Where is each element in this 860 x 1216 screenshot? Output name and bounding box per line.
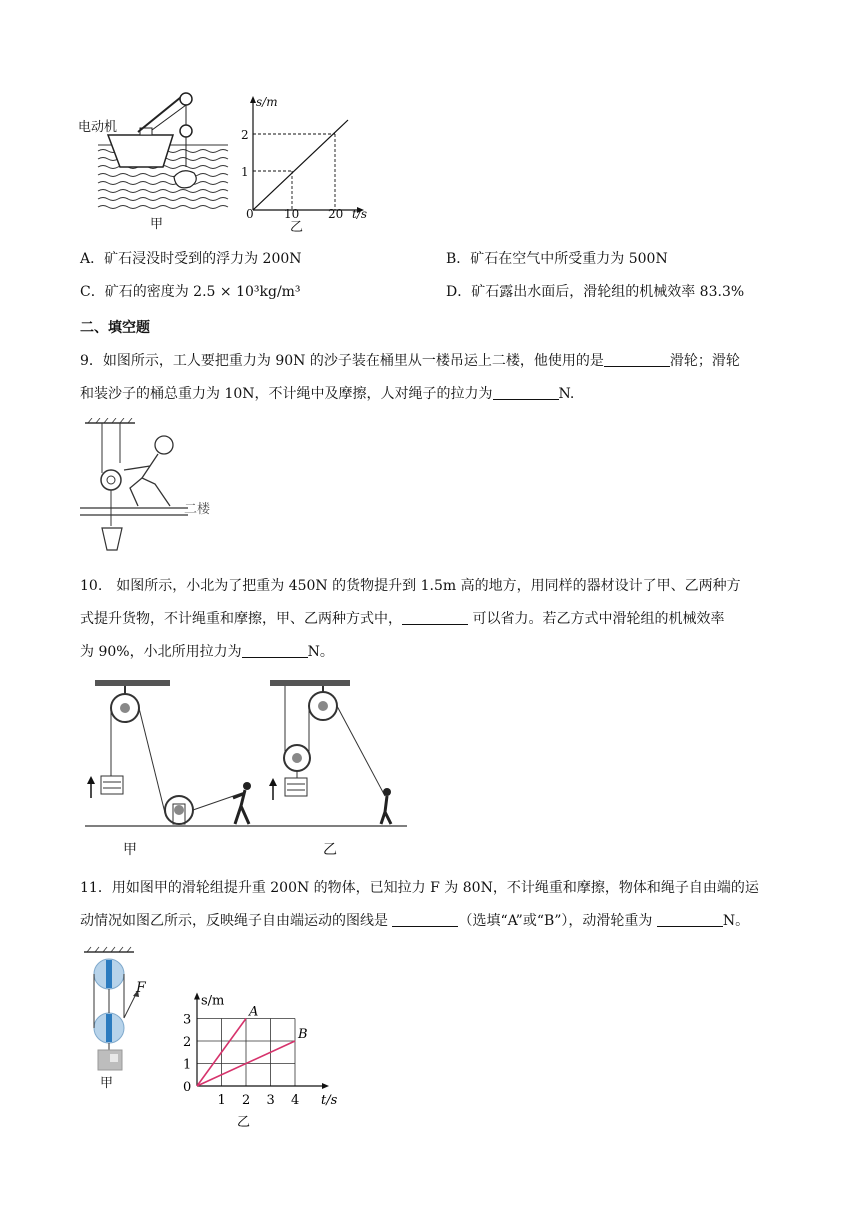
top-graph-ylabel: s/m	[256, 95, 278, 109]
q10-caption-yi: 乙	[323, 842, 337, 858]
q10-line2-a: 式提升货物，不计绳重和摩擦，甲、乙两种方式中，	[80, 611, 402, 627]
top-graph-x-tick-20: 20	[328, 207, 344, 221]
q9-line1-b: 滑轮；滑轮	[669, 353, 740, 369]
x-tick-label-1: 2	[242, 1093, 251, 1108]
q10-blank-1[interactable]	[402, 608, 468, 625]
q11-line2-c: N。	[722, 913, 750, 929]
x-axis-label: t/s	[321, 1093, 338, 1108]
y-tick-label-2: 3	[183, 1012, 192, 1028]
top-graph-xlabel: t/s	[352, 207, 368, 221]
q11-line2-a: 动情况如图乙所示，反映绳子自由端运动的图线是	[80, 913, 393, 929]
q11-figure-left	[84, 946, 164, 1091]
section-title: 二、填空题	[80, 320, 150, 336]
q11-blank-1[interactable]	[392, 910, 458, 927]
y-tick-label-1: 2	[183, 1035, 192, 1050]
floor-label: 二楼	[184, 502, 211, 517]
s-t-chart	[175, 980, 355, 1130]
q8-option-b: B．矿石在空气中所受重力为 500N	[446, 251, 668, 267]
q8-option-c-math: 2.5 × 10³kg/m³	[193, 284, 301, 300]
q11-text	[80, 872, 790, 938]
top-figure-left	[78, 85, 238, 235]
x-tick-label-2: 3	[266, 1093, 275, 1108]
top-figure-graph	[240, 92, 380, 235]
q11-blank-2[interactable]	[657, 910, 723, 927]
q10-line2-b: 可以省力。若乙方式中滑轮组的机械效率	[468, 611, 725, 627]
x-tick-label-3: 4	[291, 1093, 300, 1108]
q11-chart	[175, 980, 355, 1130]
top-graph-y-tick-2: 2	[241, 128, 249, 142]
q8-option-c	[80, 282, 301, 302]
worker-pulley-diagram	[80, 418, 230, 558]
q8-option-a: A．矿石浸没时受到的浮力为 200N	[80, 251, 302, 267]
top-graph-x-tick-10: 10	[284, 207, 300, 221]
q11-force-label: F	[136, 980, 146, 996]
pulley-block-diagram	[84, 946, 164, 1076]
x-axis-arrow	[322, 1083, 329, 1089]
q9-blank-2[interactable]	[493, 383, 559, 400]
caption-yi-top: 乙	[290, 220, 304, 235]
q10-line3-a: 为 90%，小北所用拉力为	[80, 644, 242, 660]
crane-boat-diagram	[78, 85, 238, 235]
two-pulley-setups-diagram	[85, 678, 415, 858]
q10-blank-2[interactable]	[242, 641, 308, 658]
top-graph-x-tick-0: 0	[246, 207, 254, 221]
y-tick-label-0: 1	[183, 1057, 192, 1073]
q10-line1: 10. 如图所示，小北为了把重为 450N 的货物提升到 1.5m 高的地方，用同样的器材设计了甲、乙两种方	[80, 578, 741, 594]
x-tick-label-0: 1	[217, 1093, 226, 1108]
top-graph-y-tick-1: 1	[241, 165, 249, 179]
q10-figure	[85, 678, 415, 858]
q11-caption-jia: 甲	[100, 1076, 114, 1091]
y-axis-arrow	[194, 993, 200, 1000]
q9-text	[80, 345, 780, 411]
q9-figure	[80, 418, 230, 558]
q11-line1: 11．用如图甲的滑轮组提升重 200N 的物体，已知拉力 F 为 80N，不计绳重和摩擦，物体和绳子自由端的运	[80, 880, 759, 896]
y-axis-label: s/m	[201, 993, 225, 1009]
series-label-B: B	[298, 1027, 308, 1042]
q10-caption-jia: 甲	[123, 842, 137, 858]
motor-label: 电动机	[78, 120, 118, 135]
q9-line2-b: N.	[558, 386, 575, 402]
q8-option-d: D．矿石露出水面后，滑轮组的机械效率 83.3%	[446, 284, 745, 300]
q11-line2-b: （选填“A”或“B”），动滑轮重为	[458, 913, 657, 929]
q10-text	[80, 570, 790, 669]
q8-option-c-text: C．矿石的密度为	[80, 284, 194, 300]
q9-blank-1[interactable]	[604, 350, 670, 367]
origin-label: 0	[183, 1080, 192, 1095]
series-label-A: A	[249, 1004, 259, 1020]
caption-jia-top: 甲	[150, 217, 164, 232]
q11-caption-yi: 乙	[237, 1115, 251, 1130]
q9-line1-a: 9．如图所示，工人要把重力为 90N 的沙子装在桶里从一楼吊运上二楼，他使用的是	[80, 353, 604, 369]
q9-line2-a: 和装沙子的桶总重力为 10N，不计绳中及摩擦，人对绳子的拉力为	[80, 386, 493, 402]
q10-line3-b: N。	[307, 644, 334, 660]
